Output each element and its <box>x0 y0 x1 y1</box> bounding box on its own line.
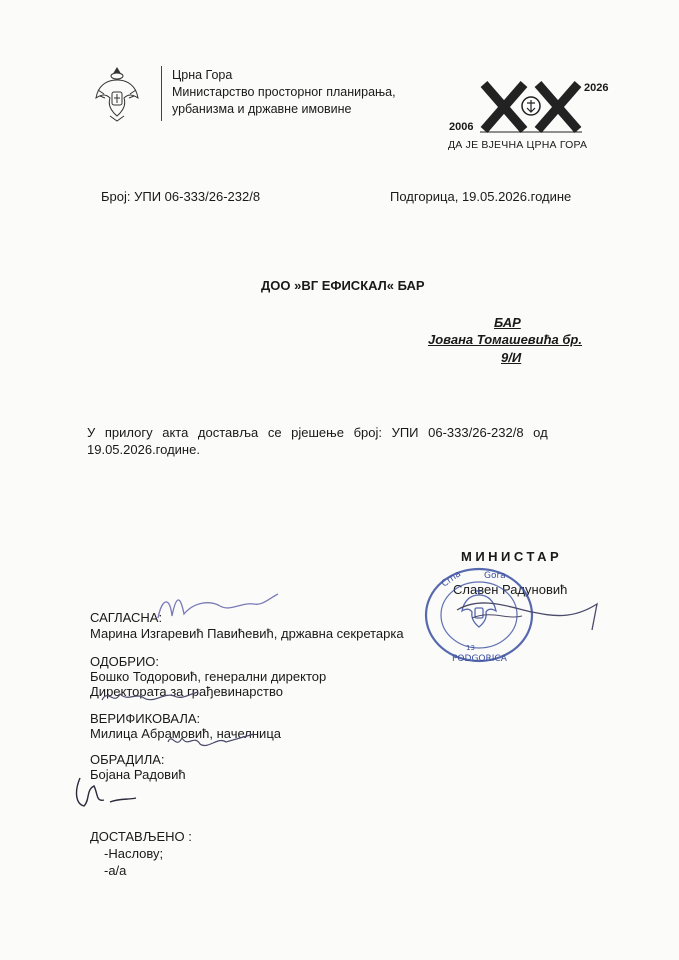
delivery-item: -а/а <box>104 863 127 878</box>
approval-person-approved-dept: Директората за грађевинарство <box>90 684 283 699</box>
jubilee-year-left: 2006 <box>449 121 474 133</box>
reference-number: Број: УПИ 06-333/26-232/8 <box>101 189 261 204</box>
minister-title: МИНИСТАР <box>461 549 563 564</box>
signature-consent <box>150 588 290 633</box>
approval-person-verified: Милица Абрамовић, начелница <box>90 726 281 741</box>
body-line1: У прилогу акта доставља се рјешење број: УПИ 06-333/26-232/8 од <box>87 425 548 440</box>
minister-signature <box>452 590 612 645</box>
delivery-item: -Наслову; <box>104 846 164 861</box>
place-date: Подгорица, 19.05.2026.године <box>390 189 572 204</box>
ministry-name-line1: Министарство просторног планирања, <box>172 85 396 99</box>
svg-text:Crna: Crna <box>439 569 463 590</box>
approval-label-approved: ОДОБРИО: <box>90 654 160 669</box>
signature-verified <box>164 728 259 759</box>
stamp-number: 13 <box>466 644 475 652</box>
jubilee-logo <box>446 78 616 158</box>
ministry-name-line2: урбанизма и државне имовине <box>172 102 352 116</box>
recipient-number: 9/И <box>501 350 522 365</box>
approval-person-prepared: Бојана Радовић <box>90 767 186 782</box>
signature-prepared <box>70 772 140 817</box>
approval-person-approved: Бошко Тодоровић, генерални директор <box>90 669 327 684</box>
minister-name: Славен Радуновић <box>453 582 568 597</box>
country-name: Црна Гора <box>172 68 233 82</box>
approval-label-prepared: ОБРАДИЛА: <box>90 752 165 767</box>
svg-text:Gora: Gora <box>484 571 506 581</box>
body-line2: 19.05.2026.године. <box>87 442 200 457</box>
approval-label-consent: САГЛАСНА: <box>90 610 163 625</box>
jubilee-motto: ДА ЈЕ ВЈЕЧНА ЦРНА ГОРА <box>448 139 588 151</box>
recipient-street: Јована Томашевића бр. <box>428 332 582 347</box>
svg-text:PODGORICA: PODGORICA <box>452 654 507 663</box>
delivery-label: ДОСТАВЉЕНО : <box>90 829 192 844</box>
coat-of-arms-icon <box>92 64 142 124</box>
recipient-name: ДОО »ВГ ЕФИСКАЛ« БАР <box>261 278 425 293</box>
jubilee-year-right: 2026 <box>584 82 609 94</box>
approval-label-verified: ВЕРИФИКОВАЛА: <box>90 711 201 726</box>
approval-person-consent: Марина Изгаревић Павићевић, државна секретарка <box>90 626 404 641</box>
recipient-city: БАР <box>494 315 521 330</box>
header-divider <box>161 66 162 121</box>
